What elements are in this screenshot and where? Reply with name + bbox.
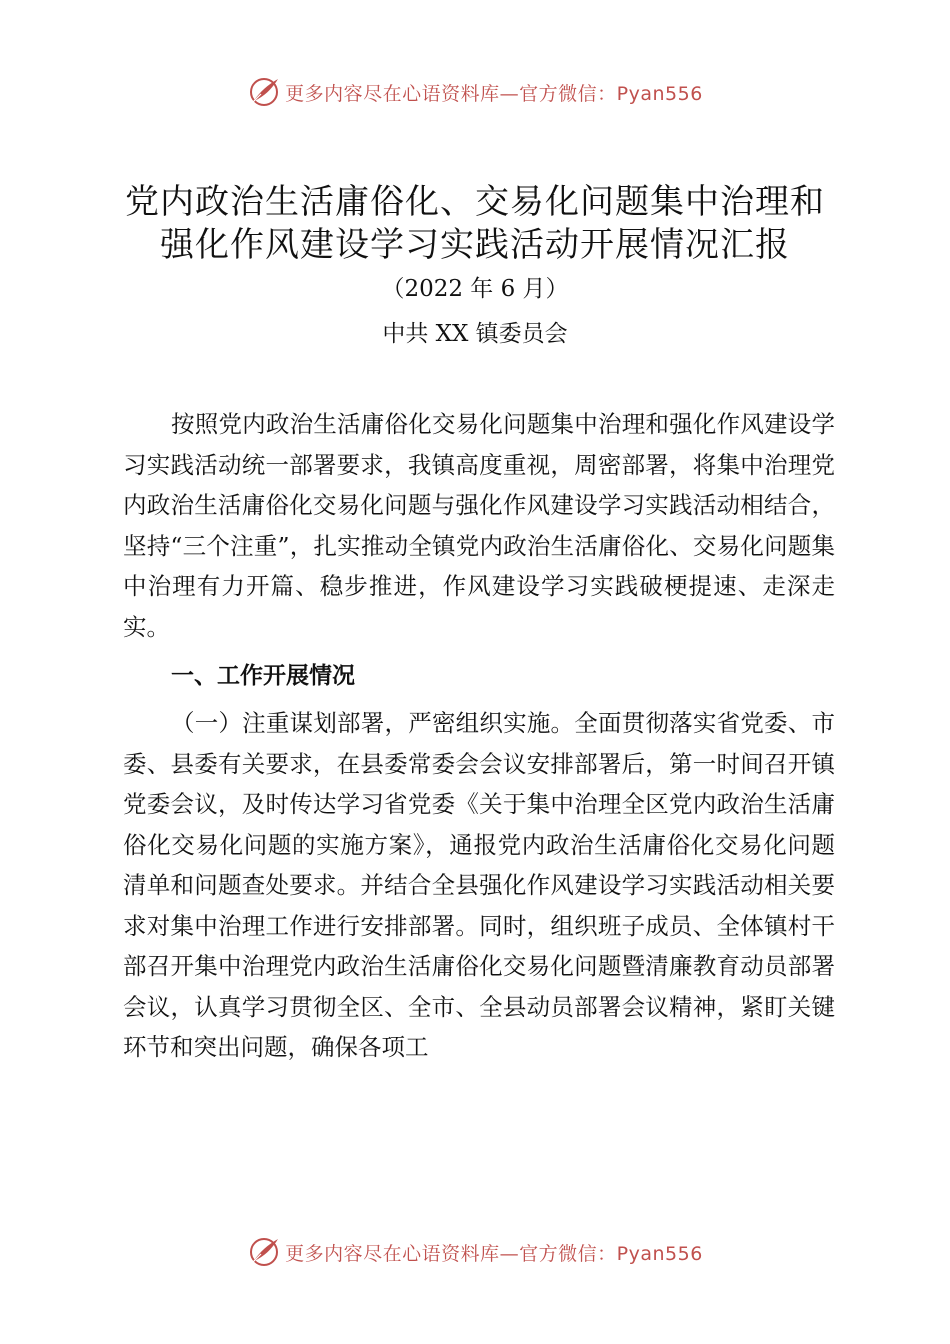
watermark-text: 更多内容尽在心语资料库—官方微信：Pyan556	[285, 82, 703, 105]
wechat-id: Pyan556	[616, 1242, 703, 1265]
section-1-paragraph-1: （一）注重谋划部署，严密组织实施。全面贯彻落实省党委、市委、县委有关要求，在县委常委会会议安排部署后，第一时间召开镇党委会议，及时传达学习省党委《关于集中治理全区党内政治生活庸俗化交易化问题的实施方案》，通报党内政治生活庸俗化交易化问题清单和问题查处要求。并结合全县强化作风建设学习实践活动相关要求对集中治理工作进行安排部署。同时，组织班子成员、全体镇村干部召开集中治理党内政治生活庸俗化交易化问题暨清廉教育动员部署会议，认真学习贯彻全区、全市、全县动员部署会议精神，紧盯关键环节和突出问题，确保各项工	[123, 709, 835, 1061]
header-watermark-banner	[0, 72, 950, 112]
document-organization: 中共 XX 镇委员会	[382, 321, 568, 347]
document-title-line-2: 强化作风建设学习实践活动开展情况汇报	[160, 225, 790, 265]
wechat-id: Pyan556	[616, 82, 703, 105]
quill-leaf-logo-icon	[247, 75, 281, 109]
document-title-line-1: 党内政治生活庸俗化、交易化问题集中治理和	[125, 182, 825, 222]
quill-leaf-logo-icon	[247, 1235, 281, 1269]
intro-paragraph: 按照党内政治生活庸俗化交易化问题集中治理和强化作风建设学习实践活动统一部署要求，我镇高度重视，周密部署，将集中治理党内政治生活庸俗化交易化问题与强化作风建设学习实践活动相结合，坚持“三个注重”，扎实推动全镇党内政治生活庸俗化、交易化问题集中治理有力开篇、稳步推进，作风建设学习实践破梗提速、走深走实。	[123, 410, 835, 641]
watermark-text: 更多内容尽在心语资料库—官方微信：Pyan556	[285, 1242, 703, 1265]
document-date: （2022 年 6 月）	[381, 276, 569, 302]
footer-watermark-banner	[0, 1232, 950, 1272]
section-heading-1: 一、工作开展情况	[171, 663, 355, 689]
